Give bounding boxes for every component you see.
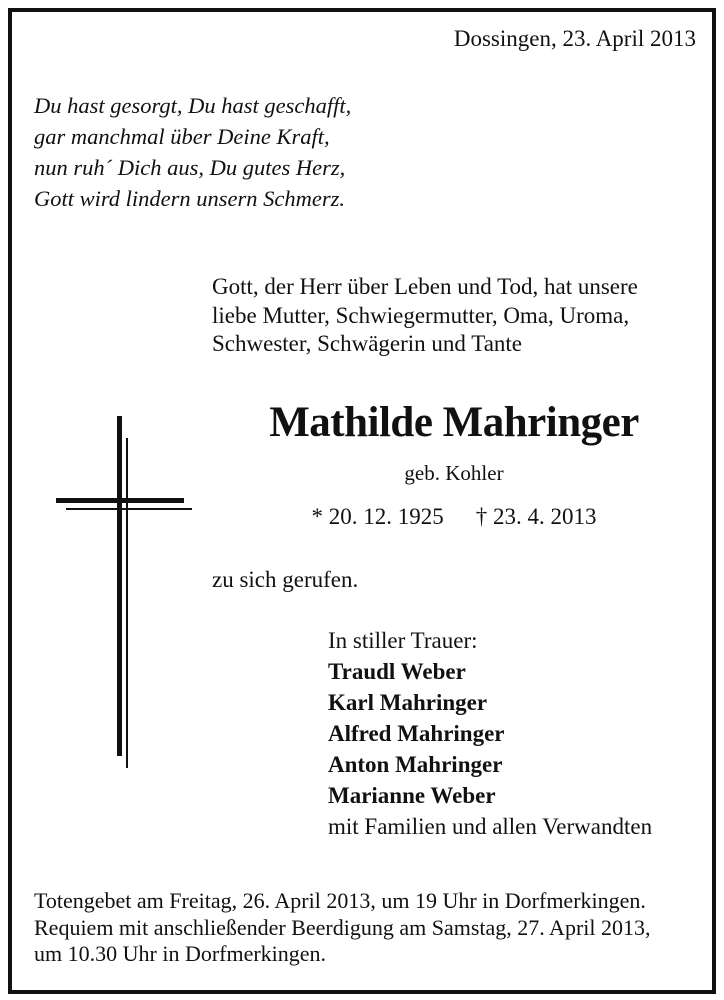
mourners-heading: In stiller Trauer: (328, 628, 478, 653)
service-line: Totengebet am Freitag, 26. April 2013, um 19 Uhr in Dorfmerkingen. (34, 888, 646, 913)
poem (34, 90, 351, 214)
service-line: Requiem mit anschließender Beerdigung am Samstag, 27. April 2013, (34, 914, 651, 940)
deceased-name: Mathilde Mahringer (269, 399, 639, 446)
birth-date: * 20. 12. 1925 (311, 504, 444, 529)
service-details (34, 888, 651, 968)
place-date: Dossingen, 23. April 2013 (453, 26, 696, 51)
death-date: † 23. 4. 2013 (475, 504, 597, 529)
intro-line: Gott, der Herr über Leben und Tod, hat unsere (212, 274, 638, 299)
life-dates (212, 504, 696, 530)
intro-line: liebe Mutter, Schwiegermutter, Oma, Uroma, (212, 302, 630, 328)
mourner-name: Anton Mahringer (328, 752, 503, 777)
intro-line: Schwester, Schwägerin und Tante (212, 331, 523, 356)
mourner-name: Karl Mahringer (328, 690, 488, 715)
poem-line: Gott wird lindern unsern Schmerz. (34, 186, 346, 211)
mourner-name: Alfred Mahringer (328, 721, 505, 746)
service-line: um 10.30 Uhr in Dorfmerkingen. (34, 941, 327, 966)
poem-line: Du hast gesorgt, Du hast geschafft, (34, 93, 352, 118)
mourner-name: Marianne Weber (328, 783, 496, 808)
poem-line: gar manchmal über Deine Kraft, (34, 124, 330, 149)
announcement-intro (212, 273, 638, 359)
poem-line: nun ruh´ Dich aus, Du gutes Herz, (34, 155, 346, 180)
maiden-name: geb. Kohler (404, 461, 504, 485)
obituary-frame (8, 8, 716, 994)
mourners-block (328, 625, 652, 842)
called-home-text: zu sich gerufen. (212, 567, 359, 592)
mourner-name: Traudl Weber (328, 659, 466, 684)
cross-icon (56, 416, 196, 776)
mourners-closing: mit Familien und allen Verwandten (328, 814, 653, 839)
